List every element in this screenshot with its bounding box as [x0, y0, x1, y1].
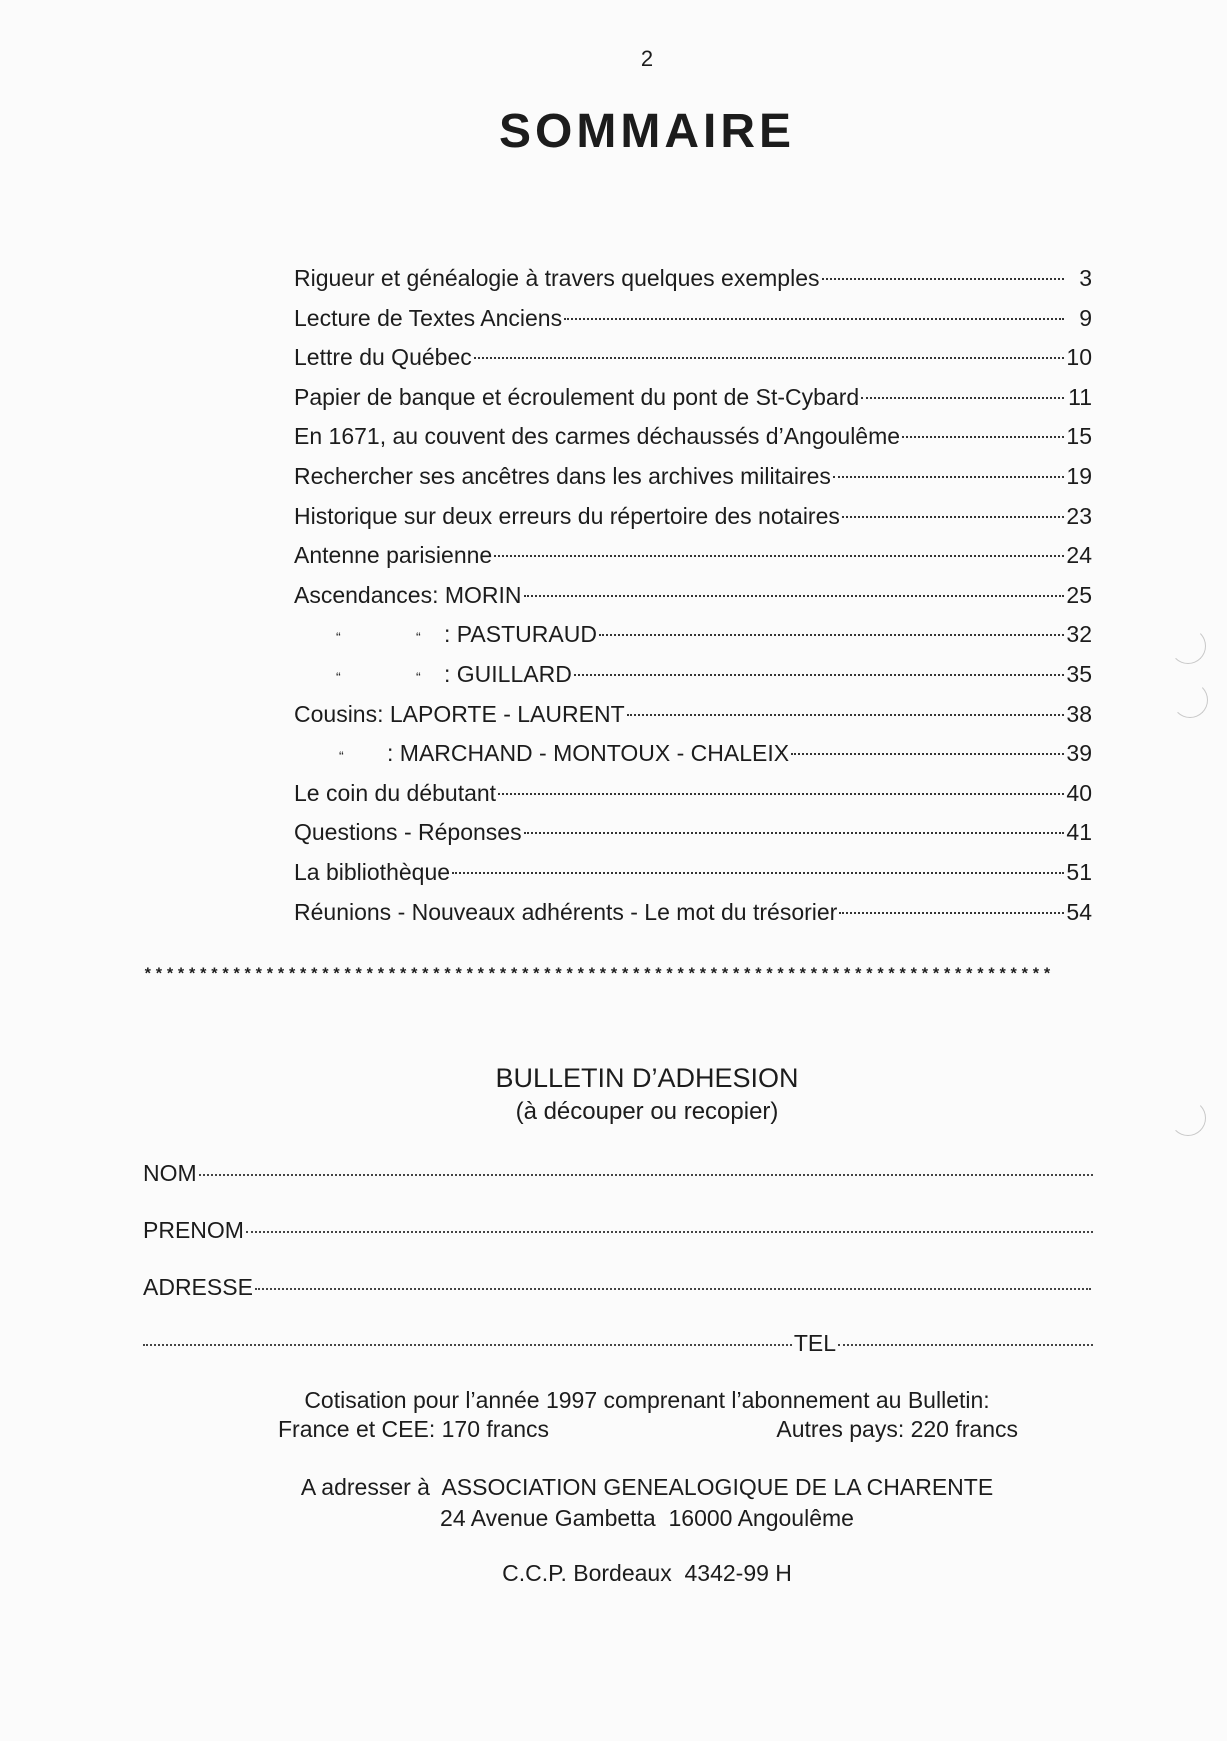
dot-leader — [838, 1344, 1093, 1346]
dot-leader — [498, 793, 1064, 795]
ditto-mark: “ — [339, 748, 344, 765]
ditto-mark: “ — [416, 629, 421, 646]
toc-entry-page: 10 — [1066, 344, 1092, 371]
toc-entry-page: 54 — [1066, 898, 1092, 925]
toc-entry-text: : PASTURAUD — [444, 621, 597, 648]
toc-entry — [294, 773, 1092, 813]
dot-leader — [524, 595, 1064, 597]
toc-entry-label: Rigueur et généalogie à travers quelques exemples — [294, 265, 820, 291]
price-line — [278, 1416, 1018, 1443]
punch-hole-mark — [1170, 1100, 1206, 1136]
toc-entry-page: 25 — [1066, 581, 1092, 608]
toc-entry — [294, 654, 1092, 694]
toc-entry — [294, 892, 1092, 932]
adresse-field[interactable] — [143, 1274, 1091, 1301]
address-line-1: A adresser à ASSOCIATION GENEALOGIQUE DE LA CHARENTE — [300, 1474, 994, 1500]
ditto-mark: “ — [336, 668, 341, 685]
toc-entry — [294, 694, 1092, 734]
toc-entry-text: : GUILLARD — [444, 660, 572, 687]
dot-leader — [839, 912, 1064, 914]
toc-entry-page: 24 — [1066, 542, 1092, 569]
dot-leader — [143, 1344, 792, 1346]
toc-entry — [294, 812, 1092, 852]
toc-entry — [294, 337, 1092, 377]
toc-entry — [294, 258, 1092, 298]
punch-hole-mark — [1170, 628, 1206, 664]
toc-entry — [294, 456, 1092, 496]
toc-entry-page: 38 — [1066, 700, 1092, 727]
dot-leader — [791, 753, 1064, 755]
toc-entry — [294, 614, 1092, 654]
dot-leader — [822, 278, 1065, 280]
prenom-field[interactable] — [143, 1217, 1093, 1244]
toc-entry — [294, 733, 1092, 773]
bulletin-title: BULLETIN D’ADHESION — [495, 1063, 799, 1093]
toc-entry-label: Questions - Réponses — [294, 819, 522, 846]
ditto-mark: “ — [416, 668, 421, 685]
toc-entry — [294, 416, 1092, 456]
toc-entry-page: 23 — [1066, 502, 1092, 529]
toc-entry-page: 40 — [1066, 779, 1092, 806]
prenom-label: PRENOM — [143, 1217, 244, 1243]
toc-entry-page: 11 — [1068, 383, 1092, 410]
nom-field[interactable] — [143, 1160, 1093, 1187]
tel-field[interactable] — [143, 1330, 1093, 1357]
dot-leader — [599, 634, 1064, 636]
ditto-mark: “ — [336, 629, 341, 646]
toc-entry — [294, 575, 1092, 615]
dot-leader — [842, 516, 1064, 518]
toc-entry-label: Le coin du débutant — [294, 779, 497, 806]
address-line-2: 24 Avenue Gambetta 16000 Angoulême — [440, 1505, 854, 1531]
dot-leader — [494, 555, 1064, 557]
toc-entry-label: Historique sur deux erreurs du répertoire des notaires — [294, 502, 840, 529]
toc-entry-label: La bibliothèque — [294, 858, 451, 885]
toc-entry-page: 9 — [1079, 304, 1092, 331]
page-number: 2 — [640, 46, 654, 71]
toc-entry-label: Lettre du Québec — [294, 344, 472, 371]
toc-entry-label — [294, 654, 572, 697]
toc-entry-page: 35 — [1066, 660, 1092, 687]
dot-leader — [255, 1288, 1091, 1290]
toc-entry-page: 3 — [1079, 265, 1092, 291]
toc-entry — [294, 298, 1092, 338]
dot-leader — [861, 397, 1064, 399]
toc-entry-page: 41 — [1066, 819, 1092, 846]
adresse-label: ADRESSE — [143, 1274, 253, 1300]
dot-leader — [474, 357, 1064, 359]
dot-leader — [574, 674, 1064, 676]
toc-entry-label: En 1671, au couvent des carmes déchaussés d’Angoulême — [294, 423, 901, 450]
toc-entry — [294, 377, 1092, 417]
toc-entry-label: Antenne parisienne — [294, 542, 493, 569]
toc-entry-page: 32 — [1066, 621, 1092, 648]
dot-leader — [564, 318, 1064, 320]
toc-entry-page: 39 — [1066, 740, 1092, 767]
tel-label: TEL — [793, 1330, 836, 1356]
toc-entry-label: Rechercher ses ancêtres dans les archives militaires — [294, 462, 831, 489]
dot-leader — [902, 436, 1064, 438]
toc-entry — [294, 852, 1092, 892]
toc-entry-page: 15 — [1066, 423, 1092, 450]
toc-entry-text: : MARCHAND - MONTOUX - CHALEIX — [387, 740, 790, 767]
toc-entry-page: 51 — [1066, 858, 1092, 885]
toc-entry-label: Papier de banque et écroulement du pont de St-Cybard — [294, 383, 860, 410]
dot-leader — [833, 476, 1064, 478]
toc-entry-page: 19 — [1066, 462, 1092, 489]
toc-entry — [294, 535, 1092, 575]
separator-line: ********************************************************************************** — [143, 966, 1054, 984]
dot-leader — [524, 832, 1064, 834]
toc-entry-label — [294, 614, 597, 657]
price-france: France et CEE: 170 francs — [278, 1416, 550, 1442]
toc-entry-label: Lecture de Textes Anciens — [294, 304, 563, 331]
page-title: SOMMAIRE — [499, 105, 795, 158]
toc-entry-label — [294, 733, 789, 776]
dot-leader — [627, 714, 1064, 716]
nom-label: NOM — [143, 1160, 197, 1186]
punch-hole-mark — [1172, 682, 1208, 718]
toc-entry-label: Réunions - Nouveaux adhérents - Le mot du trésorier — [294, 898, 838, 925]
cotisation-text: Cotisation pour l’année 1997 comprenant l’abonnement au Bulletin: — [304, 1387, 990, 1413]
bulletin-subtitle: (à découper ou recopier) — [515, 1098, 779, 1125]
toc-entry-label: Ascendances: MORIN — [294, 581, 522, 608]
ccp-number: C.C.P. Bordeaux 4342-99 H — [502, 1560, 792, 1586]
toc-entry-label: Cousins: LAPORTE - LAURENT — [294, 700, 625, 727]
price-other: Autres pays: 220 francs — [776, 1416, 1018, 1442]
dot-leader — [246, 1231, 1093, 1233]
dot-leader — [452, 872, 1064, 874]
toc-entry — [294, 496, 1092, 536]
table-of-contents — [294, 258, 1092, 931]
dot-leader — [199, 1174, 1093, 1176]
